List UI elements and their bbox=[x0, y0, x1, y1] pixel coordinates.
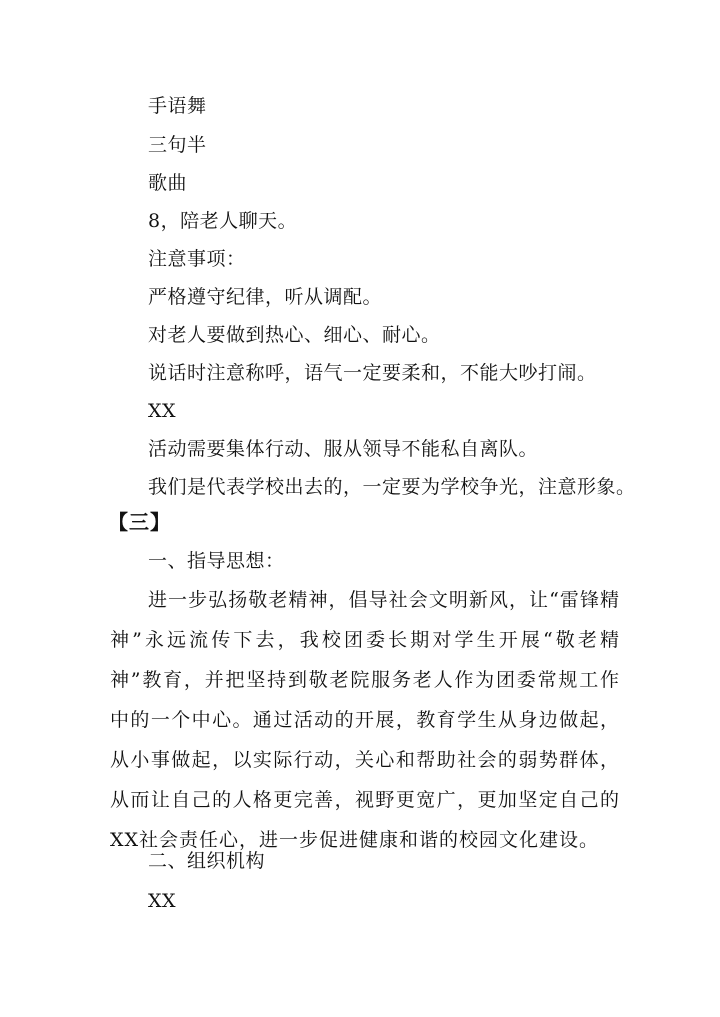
text-line-notes-title: 注意事项： bbox=[148, 248, 246, 270]
text-line-discipline: 严格遵守纪律，听从调配。 bbox=[148, 286, 383, 308]
guiding-thought-title: 一、指导思想： bbox=[148, 550, 285, 572]
text-line-sanjuban: 三句半 bbox=[148, 134, 207, 156]
text-line-care-elderly: 对老人要做到热心、细心、耐心。 bbox=[148, 324, 441, 346]
text-line-speech-manner: 说话时注意称呼，语气一定要柔和，不能大吵打闹。 bbox=[148, 362, 597, 384]
guiding-thought-text: 进一步弘扬敬老精神，倡导社会文明新风，让“雷锋精神”永远流传下去，我校团委长期对学生开展“敬老精神”教育，并把坚持到敬老院服务老人作为团委常规工作中的一个中心。通过活动的开展，教育学生从身边做起，从小事做起，以实际行动，关心和帮助社会的弱势群体，从而让自己的人格更完善，视野更宽广，更加坚定自己的XX社会责任心，进一步促进健康和谐的校园文化建设。 bbox=[110, 589, 620, 851]
text-line-group-action: 活动需要集体行动、服从领导不能私自离队。 bbox=[148, 438, 539, 460]
text-line-song: 歌曲 bbox=[148, 172, 188, 194]
guiding-thought-paragraph bbox=[110, 580, 620, 860]
section-heading-three: 【三】 bbox=[108, 510, 171, 534]
text-line-xx-1: XX bbox=[148, 400, 177, 422]
text-line-represent-school: 我们是代表学校出去的，一定要为学校争光，注意形象。 bbox=[148, 476, 636, 498]
text-line-sign-language-dance: 手语舞 bbox=[148, 95, 207, 117]
org-structure-value: XX bbox=[148, 890, 177, 912]
text-line-chat-with-elderly: 8，陪老人聊天。 bbox=[148, 210, 298, 232]
org-structure-title: 二、组织机构 bbox=[148, 850, 266, 872]
